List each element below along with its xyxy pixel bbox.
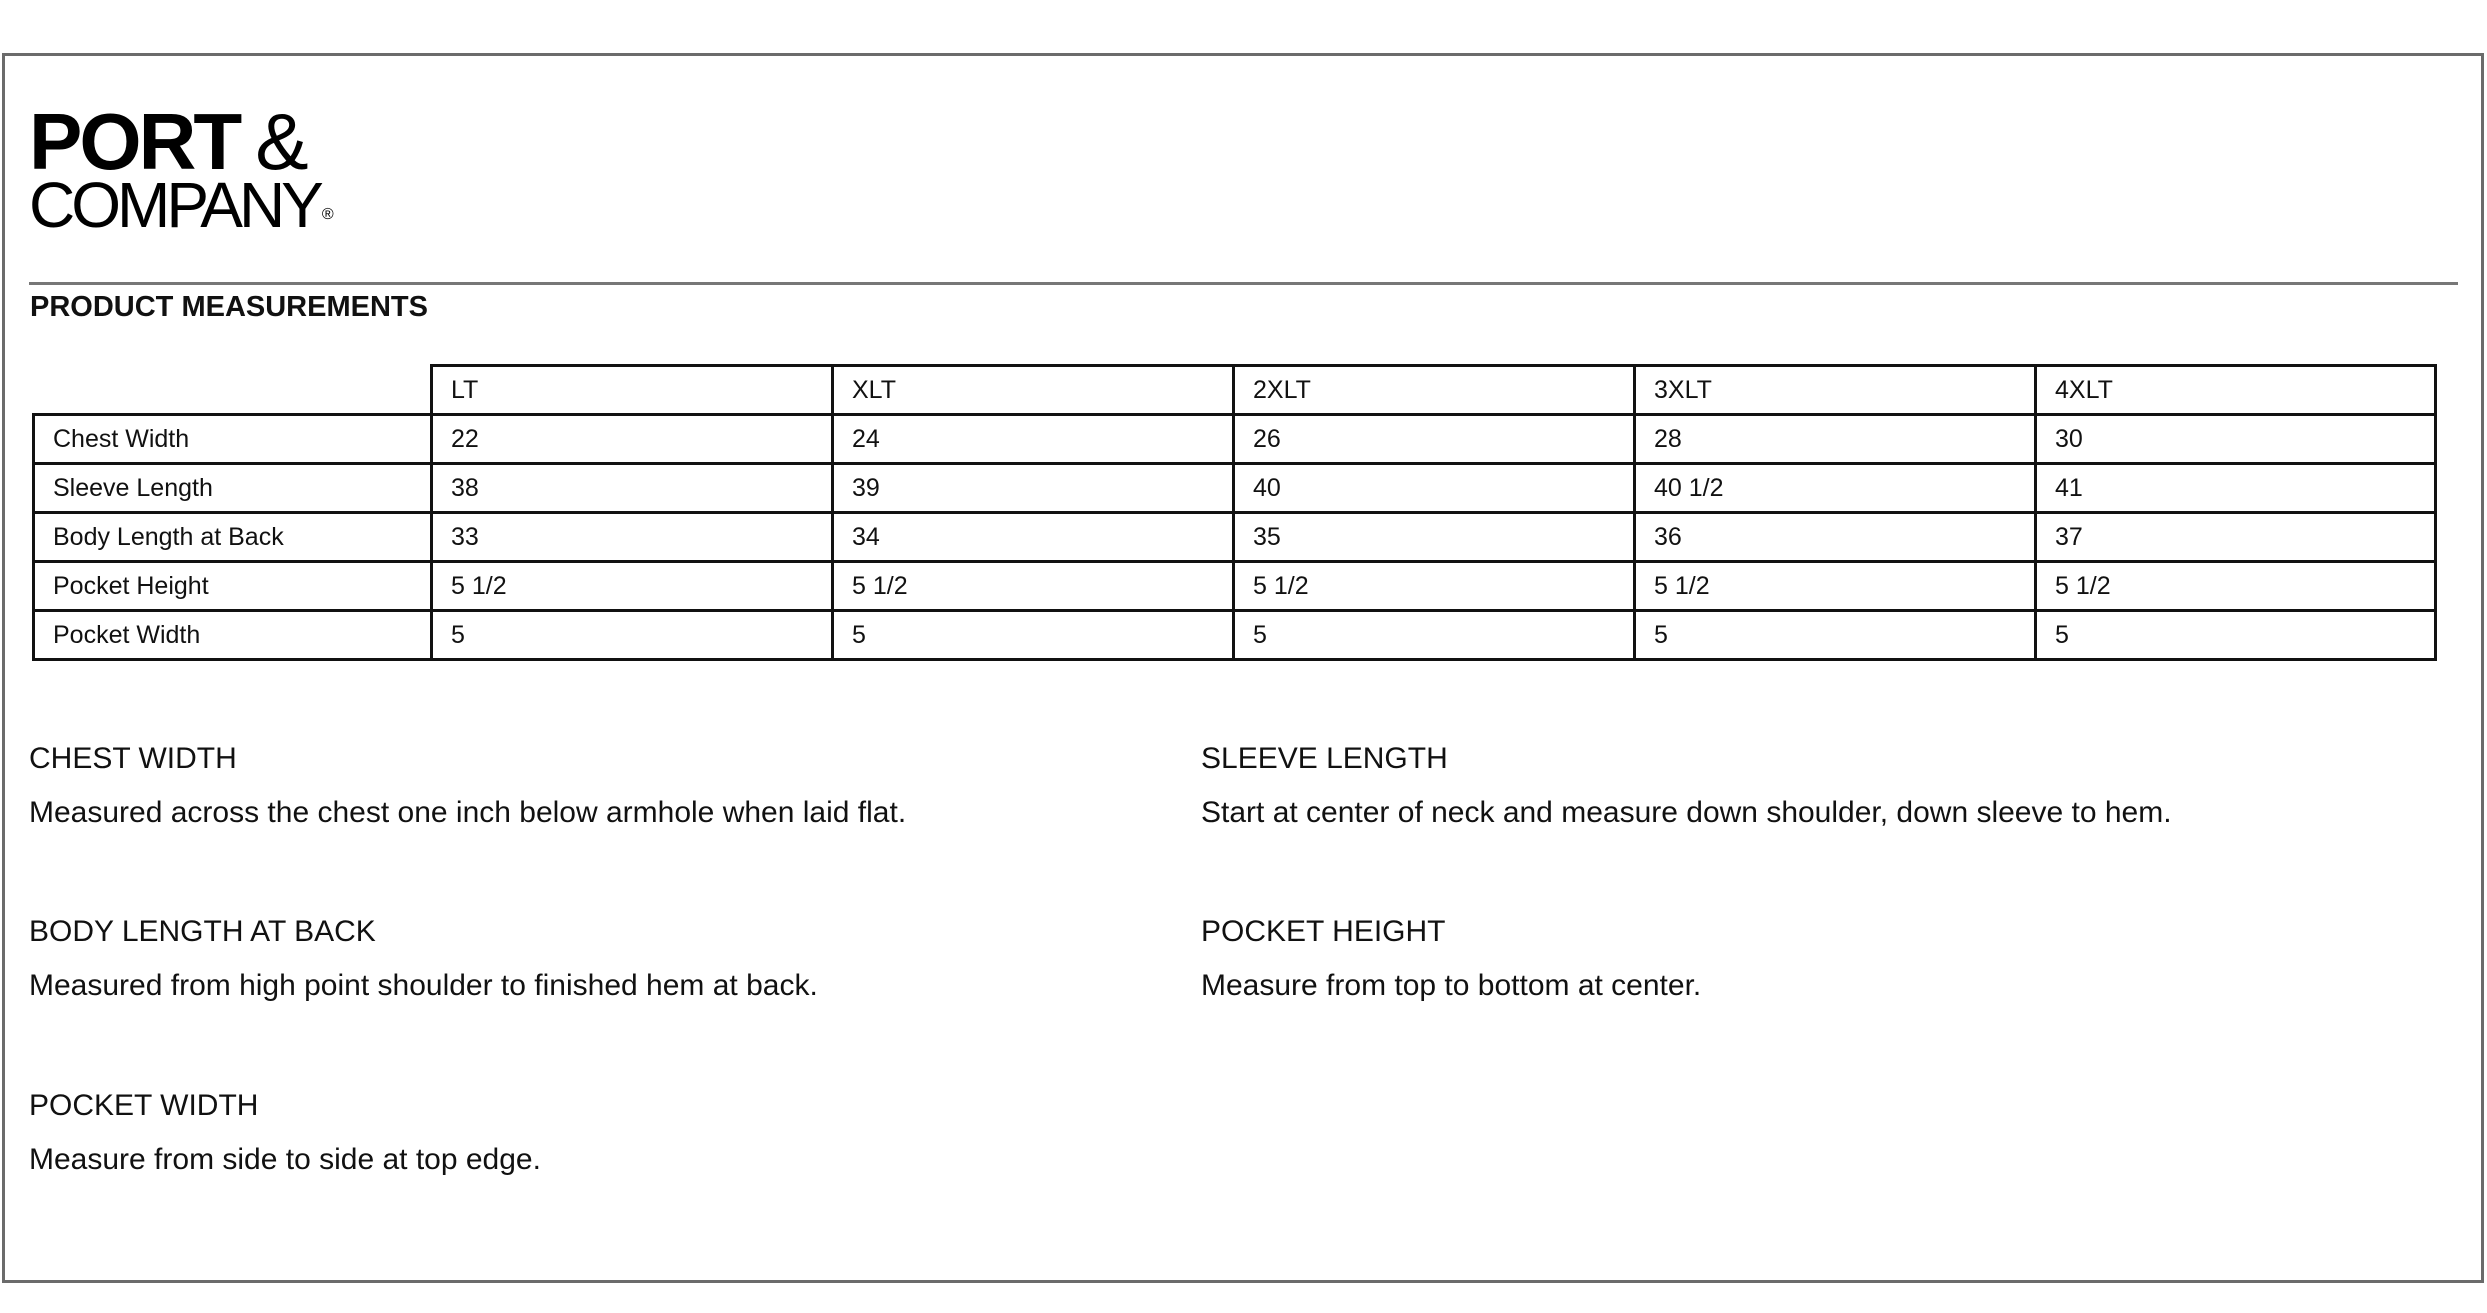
port-and-company-logo (29, 97, 409, 241)
table-cell: 35 (1234, 513, 1635, 562)
table-cell: 5 (1234, 611, 1635, 660)
pocket-width-description (29, 1088, 541, 1178)
table-cell: 5 1/2 (432, 562, 833, 611)
logo-word-company: COMPANY (29, 169, 320, 241)
row-label: Body Length at Back (34, 513, 432, 562)
table-cell: 30 (2036, 415, 2436, 464)
description-text: Measure from top to bottom at center. (1201, 969, 1702, 1002)
row-label: Pocket Height (34, 562, 432, 611)
table-cell: 40 1/2 (1635, 464, 2036, 513)
row-label: Pocket Width (34, 611, 432, 660)
table-cell: 34 (833, 513, 1234, 562)
table-row (34, 513, 2436, 562)
table-cell: 41 (2036, 464, 2436, 513)
description-text: Measured from high point shoulder to finished hem at back. (29, 969, 818, 1002)
logo-word-port: PORT (29, 97, 240, 186)
pocket-height-description (1201, 914, 1701, 1004)
description-term: POCKET WIDTH (29, 1089, 259, 1122)
description-term: SLEEVE LENGTH (1201, 742, 1448, 775)
measurements-table (32, 364, 2437, 661)
table-cell: 5 1/2 (1234, 562, 1635, 611)
table-cell: 5 1/2 (2036, 562, 2436, 611)
description-text: Measured across the chest one inch below armhole when laid flat. (29, 796, 907, 829)
description-text: Start at center of neck and measure down shoulder, down sleeve to hem. (1201, 796, 2172, 829)
body-length-description (29, 914, 818, 1004)
description-text: Measure from side to side at top edge. (29, 1143, 541, 1176)
column-header: XLT (833, 366, 1234, 415)
table-cell: 40 (1234, 464, 1635, 513)
logo-line-2 (29, 168, 334, 242)
table-cell: 22 (432, 415, 833, 464)
column-header: 3XLT (1635, 366, 2036, 415)
table-cell: 26 (1234, 415, 1635, 464)
table-row (34, 562, 2436, 611)
table-cell: 5 (2036, 611, 2436, 660)
table-cell: 5 1/2 (833, 562, 1234, 611)
description-term: BODY LENGTH AT BACK (29, 915, 376, 948)
table-row (34, 464, 2436, 513)
table-cell: 5 (432, 611, 833, 660)
table-cell: 5 1/2 (1635, 562, 2036, 611)
table-cell: 38 (432, 464, 833, 513)
table-cell: 28 (1635, 415, 2036, 464)
table-header-row (34, 366, 2436, 415)
row-label: Sleeve Length (34, 464, 432, 513)
registered-mark-icon: ® (321, 206, 334, 223)
table-corner-cell (34, 366, 432, 415)
table-cell: 36 (1635, 513, 2036, 562)
table-cell: 33 (432, 513, 833, 562)
column-header: 4XLT (2036, 366, 2436, 415)
table-cell: 37 (2036, 513, 2436, 562)
table-cell: 24 (833, 415, 1234, 464)
table-cell: 5 (1635, 611, 2036, 660)
row-label: Chest Width (34, 415, 432, 464)
table-cell: 39 (833, 464, 1234, 513)
description-term: POCKET HEIGHT (1201, 915, 1446, 948)
table-row (34, 611, 2436, 660)
column-header: 2XLT (1234, 366, 1635, 415)
chest-width-description (29, 741, 906, 831)
column-header: LT (432, 366, 833, 415)
table-row (34, 415, 2436, 464)
description-term: CHEST WIDTH (29, 742, 237, 775)
logo-ampersand: & (255, 97, 306, 186)
table-cell: 5 (833, 611, 1234, 660)
sleeve-length-description (1201, 741, 2172, 831)
section-title: PRODUCT MEASUREMENTS (30, 291, 428, 323)
header-divider (29, 282, 2458, 285)
